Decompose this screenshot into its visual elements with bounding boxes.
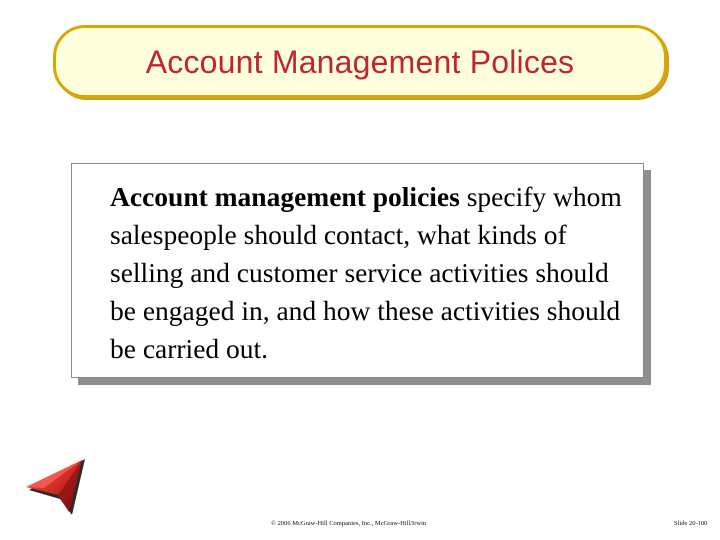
content-box — [71, 163, 644, 378]
body-definition: specify whom salespeople should contact, what kinds of selling and customer service activities should be engaged in, and how these activities should be carried out. — [110, 181, 622, 364]
title-banner — [53, 25, 667, 98]
body-paragraph — [110, 178, 640, 368]
copyright-footer: © 2006 McGraw-Hill Companies, Inc., McGraw-Hill/Irwin — [271, 520, 427, 527]
body-bold-term: Account management policies — [110, 181, 460, 212]
slide-title: Account Management Polices — [145, 44, 575, 80]
slide-number: Slide 20-100 — [674, 520, 708, 527]
red-arrow-logo-icon — [24, 458, 86, 516]
